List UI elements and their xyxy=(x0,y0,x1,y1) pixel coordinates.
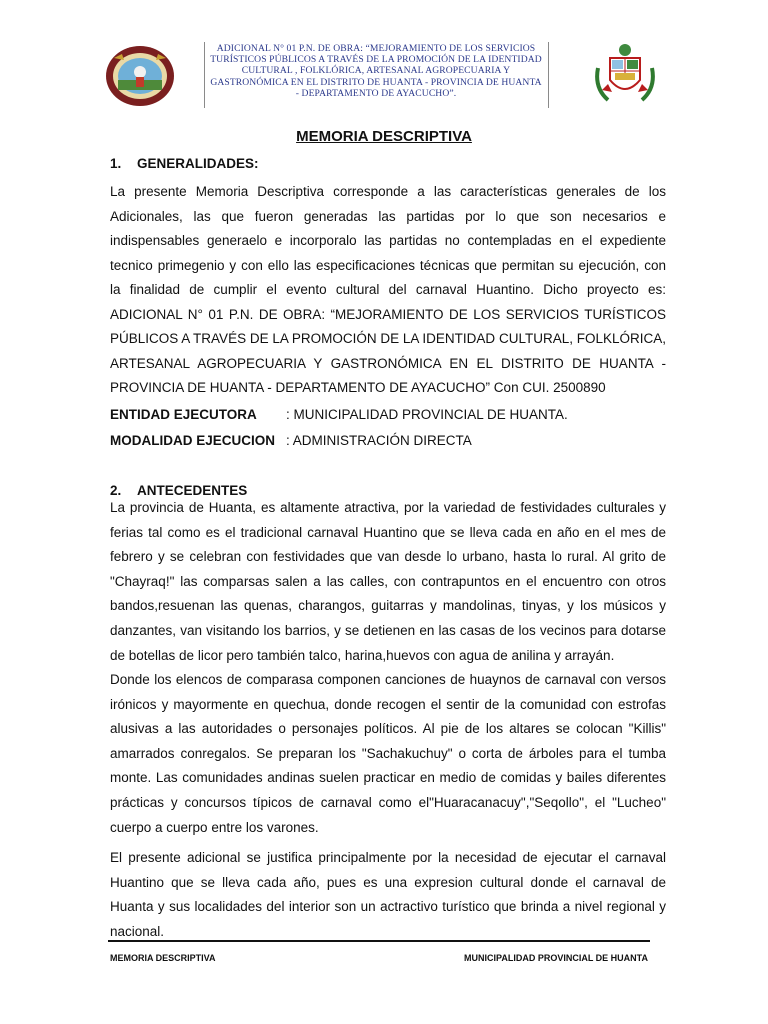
entidad-ejecutora-row xyxy=(110,407,568,422)
section-2-paragraph-3: El presente adicional se justifica principalmente por la necesidad de ejecutar el carnaval Huantino que se lleva cada año, pues es una expresion cultural donde el carnaval de Huanta y sus localidades del interior son un actractivo turístico que brinda a nivel regional y nacional. xyxy=(110,850,666,939)
document-title: MEMORIA DESCRIPTIVA xyxy=(296,128,472,145)
header-divider-right xyxy=(548,42,549,108)
section-2-paragraph-1: La provincia de Huanta, es altamente atractiva, por la variedad de festividades culturales y ferias tal como es el tradicional carnaval Huantino que se lleva cada en año en el mes de febrero y se celebran con festividades que van desde lo urbano, hasta lo rural. Al grito de "Chayraq!" las comparsas salen a las calles, con contrapuntos en el encuentro con otros bandos,resuenan las quenas, charangos, guitarras y mandolinas, tinyas, y los músicos y danzantes, van visitando los barrios, y se detienen en las casas de los vecinos para dotarse de botellas de licor pero también talco, harina,huevos con agua de anilina y arrayán. xyxy=(110,500,666,663)
footer-rule xyxy=(108,940,650,942)
section-2-title: ANTECEDENTES xyxy=(137,483,248,498)
entidad-value: : MUNICIPALIDAD PROVINCIAL DE HUANTA. xyxy=(286,407,568,422)
section-1-number: 1. xyxy=(110,156,122,171)
section-1-paragraph: La presente Memoria Descriptiva corresponde a las características generales de los Adicionales, las que fueron generadas las partidas por lo que son necesarios e indispensables generaelo e incorporalo las partidas no contempladas en el expediente tecnico primegenio y con ello las especificaciones técnicas que permitan su ejecución, con la finalidad de cumplir el evento cultural del carnaval Huantino. Dicho proyecto es: ADICIONAL N° 01 P.N. DE OBRA: “MEJORAMIENTO DE LOS SERVICIOS TURÍSTICOS PÚBLICOS A TRAVÉS DE LA PROMOCIÓN DE LA IDENTIDAD CULTURAL, FOLKLÓRICA, ARTESANAL AGROPECUARIA Y GASTRONÓMICA EN EL DISTRITO DE HUANTA - PROVINCIA DE HUANTA - DEPARTAMENTO DE AYACUCHO” Con CUI. 2500890 xyxy=(110,184,666,395)
section-2-number: 2. xyxy=(110,483,122,498)
modalidad-ejecucion-row xyxy=(110,433,472,448)
modalidad-value: : ADMINISTRACIÓN DIRECTA xyxy=(286,433,472,448)
header-divider-left xyxy=(204,42,205,108)
header-project-title: ADICIONAL N° 01 P.N. DE OBRA: “MEJORAMIENTO DE LOS SERVICIOS TURÍSTICOS PÚBLICOS A TRAVÉS DE LA PROMOCIÓN DE LA IDENTIDAD CULTURAL , FOLKLÓRICA, ARTESANAL AGROPECUARIA Y GASTRONÓMICA EN EL DISTRITO DE HUANTA - PROVINCIA DE HUANTA - DEPARTAMENTO DE AYACUCHO”. xyxy=(210,43,542,99)
entidad-label: ENTIDAD EJECUTORA xyxy=(110,407,257,422)
peru-coat-of-arms-logo xyxy=(588,40,662,108)
section-2-paragraph-2: Donde los elencos de comparasa componen canciones de huaynos de carnaval con versos irónicos y mayormente en quechua, donde recogen el sentir de la comunidad con estrofas alusivas a las autoridades o personajes políticos. Al pie de los altares se colocan "Killis" amarrados conregalos. Se preparan los "Sachakuchuy" o corta de árboles para el tumba monte. Las comunidades andinas suelen practicar en medio de comidas y bailes diferentes prácticas y concursos típicos de carnaval como el"Huaracanacuy","Seqollo", el "Lucheo" cuerpo a cuerpo entre los varones. xyxy=(110,672,666,835)
footer-institution: MUNICIPALIDAD PROVINCIAL DE HUANTA xyxy=(464,953,648,963)
footer-document-name: MEMORIA DESCRIPTIVA xyxy=(110,953,216,963)
section-1-heading xyxy=(110,156,259,171)
section-1-title: GENERALIDADES: xyxy=(137,156,259,171)
modalidad-label: MODALIDAD EJECUCION xyxy=(110,433,276,448)
municipal-seal-logo xyxy=(102,44,178,108)
